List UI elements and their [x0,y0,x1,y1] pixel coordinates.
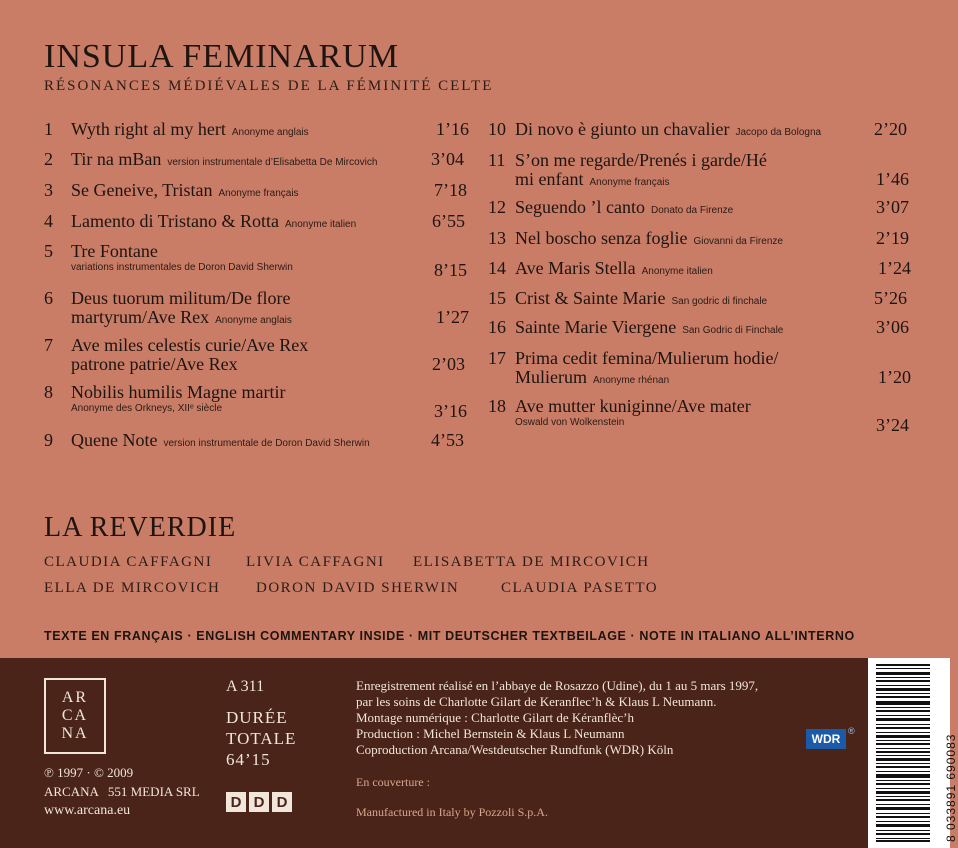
member-name: ELISABETTA DE MIRCOVICH [413,554,650,570]
track-13 [488,229,918,251]
album-title: INSULA FEMINARUM [44,38,400,75]
track-number: 1 [44,119,53,139]
track-title: Nobilis humilis Magne martir [71,382,286,402]
track-5 [44,242,470,278]
track-title: Sainte Marie Viergene [515,317,677,337]
track-4 [44,212,470,234]
track-number: 8 [44,382,53,402]
track-composer: Anonyme français [218,188,299,199]
member-name: LIVIA CAFFAGNI [246,554,385,570]
track-number: 9 [44,430,53,450]
track-title: Ave mutter kuniginne/Ave mater [515,396,751,416]
track-composer: Donato da Firenze [650,205,734,216]
duration-label: TOTALE [226,729,297,748]
track-composer: San godric di finchale [671,296,768,307]
track-title: Se Geneive, Tristan [71,180,213,200]
track-14 [488,259,918,281]
track-number: 10 [488,119,506,139]
arcana-logo [44,678,106,754]
track-title: Di novo è giunto un chavalier [515,119,730,139]
track-title: Ave Maris Stella [515,258,636,278]
website-link[interactable]: www.arcana.eu [44,803,131,818]
track-duration: 6’55 [432,211,465,231]
track-number: 15 [488,288,506,308]
track-composer: Anonyme rhénan [593,375,670,386]
track-title: Lamento di Tristano & Rotta [71,211,280,231]
credit-line: Production : Michel Bernstein & Klaus L Neumann [356,726,625,741]
track-composer: version instrumentale de Doron David Sherwin [163,438,370,449]
ddd-letter: D [226,792,246,812]
track-18 [488,397,918,437]
logo-line: AR [61,689,89,706]
credit-line: Montage numérique : Charlotte Gilart de Kéranflèc’h [356,710,634,725]
track-composer: San Godric di Finchale [682,325,784,336]
barcode-digits [930,664,958,842]
track-duration: 2’20 [874,119,907,139]
track-duration: 1’24 [878,258,911,278]
track-composer: Giovanni da Firenze [693,236,783,247]
manufacturer-text: Manufactured in Italy by Pozzoli S.p.A. [356,805,548,819]
credit-line: Enregistrement réalisé en l’abbaye de Rosazzo (Udine), du 1 au 5 mars 1997, [356,678,759,693]
track-composer: Jacopo da Bologna [735,127,822,138]
track-number: 7 [44,335,53,355]
track-duration: 2’19 [876,228,909,248]
wdr-logo: WDR [806,729,846,749]
track-duration: 3’07 [876,197,909,217]
label-panel [0,658,958,848]
barcode [868,658,958,848]
ddd-badge [226,792,292,812]
track-number: 3 [44,180,53,200]
track-composer: Oswald von Wolkenstein [515,417,625,428]
catalog-number: A 311 [226,678,265,695]
track-title: Tir na mBan [71,149,162,169]
track-duration: 3’16 [434,401,467,421]
barcode-bars [876,664,930,842]
ddd-letter: D [272,792,292,812]
track-12 [488,198,918,220]
track-duration: 3’24 [876,415,909,435]
track-duration: 1’16 [436,119,469,139]
track-title-line2: patrone patrie/Ave Rex [71,354,238,374]
track-number: 17 [488,348,506,368]
track-title: Seguendo ’l canto [515,197,645,217]
track-composer: Anonyme des Orkneys, XIIᵉ siècle [71,403,223,414]
language-notice: TEXTE EN FRANÇAIS · ENGLISH COMMENTARY INSIDE · MIT DEUTSCHER TEXTBEILAGE · NOTE IN ITALIANO ALL’INTERNO [44,629,855,643]
track-title: S’on me regarde/Prenés i garde/Hé [515,150,767,170]
track-duration: 2’03 [432,354,465,374]
track-number: 2 [44,149,53,169]
track-title-line2: mi enfant [515,169,584,189]
member-name: CLAUDIA CAFFAGNI [44,554,213,570]
track-number: 18 [488,396,506,416]
company-text: ARCANA 551 MEDIA SRL [44,784,200,799]
ensemble-name: LA REVERDIE [44,512,237,543]
track-duration: 8’15 [434,260,467,280]
track-composer: Anonyme français [589,177,670,188]
credit-line: Coproduction Arcana/Westdeutscher Rundfunk (WDR) Köln [356,742,674,757]
track-title: Ave miles celestis curie/Ave Rex [71,335,309,355]
track-9 [44,431,470,453]
track-duration: 3’06 [876,317,909,337]
total-duration: 64’15 [226,750,271,769]
ddd-letter: D [249,792,269,812]
track-number: 16 [488,317,506,337]
copyright-text: ℗ 1997 · © 2009 [44,765,134,780]
barcode-number: 8 033891 690083 [944,733,958,842]
track-composer: Anonyme italien [285,219,357,230]
track-11 [488,151,918,191]
logo-line: CA [61,707,89,724]
track-duration: 7’18 [434,180,467,200]
track-title: Crist & Sainte Marie [515,288,666,308]
track-15 [488,289,918,311]
duration-label: DURÉE [226,708,288,727]
track-number: 5 [44,241,53,261]
cover-credit: En couverture : [356,775,430,789]
member-name: DORON DAVID SHERWIN [256,580,460,596]
track-duration: 1’27 [436,307,469,327]
track-composer: Anonyme italien [641,266,713,277]
registered-mark: ® [848,726,855,736]
track-17 [488,349,918,389]
track-title: Quene Note [71,430,158,450]
track-number: 4 [44,211,53,231]
track-8 [44,383,470,423]
track-number: 6 [44,288,53,308]
track-composer: Anonyme anglais [215,315,292,326]
track-composer: version instrumentale d’Elisabetta De Mircovich [167,157,378,168]
track-title-line2: martyrum/Ave Rex [71,307,210,327]
track-16 [488,318,918,340]
track-1 [44,120,470,142]
track-title: Tre Fontane [71,241,158,261]
track-number: 13 [488,228,506,248]
track-title: Wyth right al my hert [71,119,226,139]
track-duration: 3’04 [431,149,464,169]
track-title: Nel boscho senza foglie [515,228,688,248]
track-10 [488,120,918,142]
track-duration: 4’53 [431,430,464,450]
track-title: Prima cedit femina/Mulierum hodie/ [515,348,779,368]
track-title: Deus tuorum militum/De flore [71,288,291,308]
member-name: ELLA DE MIRCOVICH [44,580,221,596]
track-duration: 1’20 [878,367,911,387]
track-2 [44,150,470,172]
track-3 [44,181,470,203]
member-name: CLAUDIA PASETTO [501,580,659,596]
track-title-line2: Mulierum [515,367,587,387]
track-duration: 5’26 [874,288,907,308]
track-composer: variations instrumentales de Doron David Sherwin [71,262,293,273]
track-duration: 1’46 [876,169,909,189]
track-7 [44,336,470,376]
track-number: 11 [488,150,506,170]
logo-line: NA [61,725,89,742]
track-number: 14 [488,258,506,278]
track-composer: Anonyme anglais [231,127,309,138]
album-subtitle: RÉSONANCES MÉDIÉVALES DE LA FÉMINITÉ CELTE [44,78,494,94]
track-6 [44,289,470,329]
credit-line: par les soins de Charlotte Gilart de Keranflec’h & Klaus L Neumann. [356,694,717,709]
track-number: 12 [488,197,506,217]
